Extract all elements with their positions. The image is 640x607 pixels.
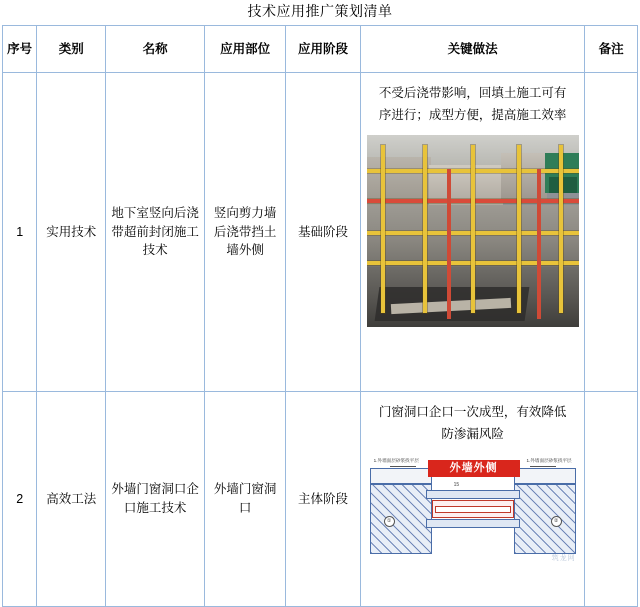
cell-stage: 主体阶段: [286, 392, 361, 607]
cell-no: 2: [3, 392, 37, 607]
cell-category: 实用技术: [37, 73, 106, 392]
column-header-category: 类别: [37, 26, 106, 73]
column-header-stage: 应用阶段: [286, 26, 361, 73]
cell-no: 1: [3, 73, 37, 392]
column-header-name: 名称: [106, 26, 205, 73]
cell-name: 外墙门窗洞口企口施工技术: [106, 392, 205, 607]
window-opening-detail-diagram: [366, 454, 580, 566]
diagram-callout-b: ②: [551, 516, 562, 527]
tech-promotion-table: [2, 25, 638, 607]
cell-category: 高效工法: [37, 392, 106, 607]
watermark: 筑龙网: [551, 555, 576, 563]
cell-note: [585, 392, 638, 607]
table-row: [3, 73, 638, 392]
cell-note: [585, 73, 638, 392]
cell-key-practice: [360, 392, 584, 607]
page-title: 技术应用推广策划清单: [247, 3, 393, 19]
key-practice-text: 不受后浇带影响，回填土施工可有序进行；成型方便，提高施工效率: [378, 86, 567, 122]
cell-part: 竖向剪力墙后浇带挡土墙外侧: [205, 73, 286, 392]
table-header-row: [3, 26, 638, 73]
construction-site-photo: [367, 135, 579, 327]
diagram-callout-a: ①: [384, 516, 395, 527]
cell-part: 外墙门窗洞口: [205, 392, 286, 607]
diagram-note-left: 1.外墙面层砂浆找平层: [373, 457, 419, 463]
cell-name: 地下室竖向后浇带超前封闭施工技术: [106, 73, 205, 392]
cell-stage: 基础阶段: [286, 73, 361, 392]
outside-wall-label: 外墙外侧: [428, 460, 520, 477]
diagram-note-right: 1.外墙面层砂浆找平层: [526, 457, 572, 463]
table-row: [3, 392, 638, 607]
cell-key-practice: [360, 73, 584, 392]
column-header-part: 应用部位: [205, 26, 286, 73]
column-header-note: 备注: [585, 26, 638, 73]
diagram-dimension: 15: [453, 481, 460, 488]
column-header-no: 序号: [3, 26, 37, 73]
key-practice-text: 门窗洞口企口一次成型，有效降低防渗漏风险: [378, 405, 567, 441]
column-header-key: 关键做法: [360, 26, 584, 73]
